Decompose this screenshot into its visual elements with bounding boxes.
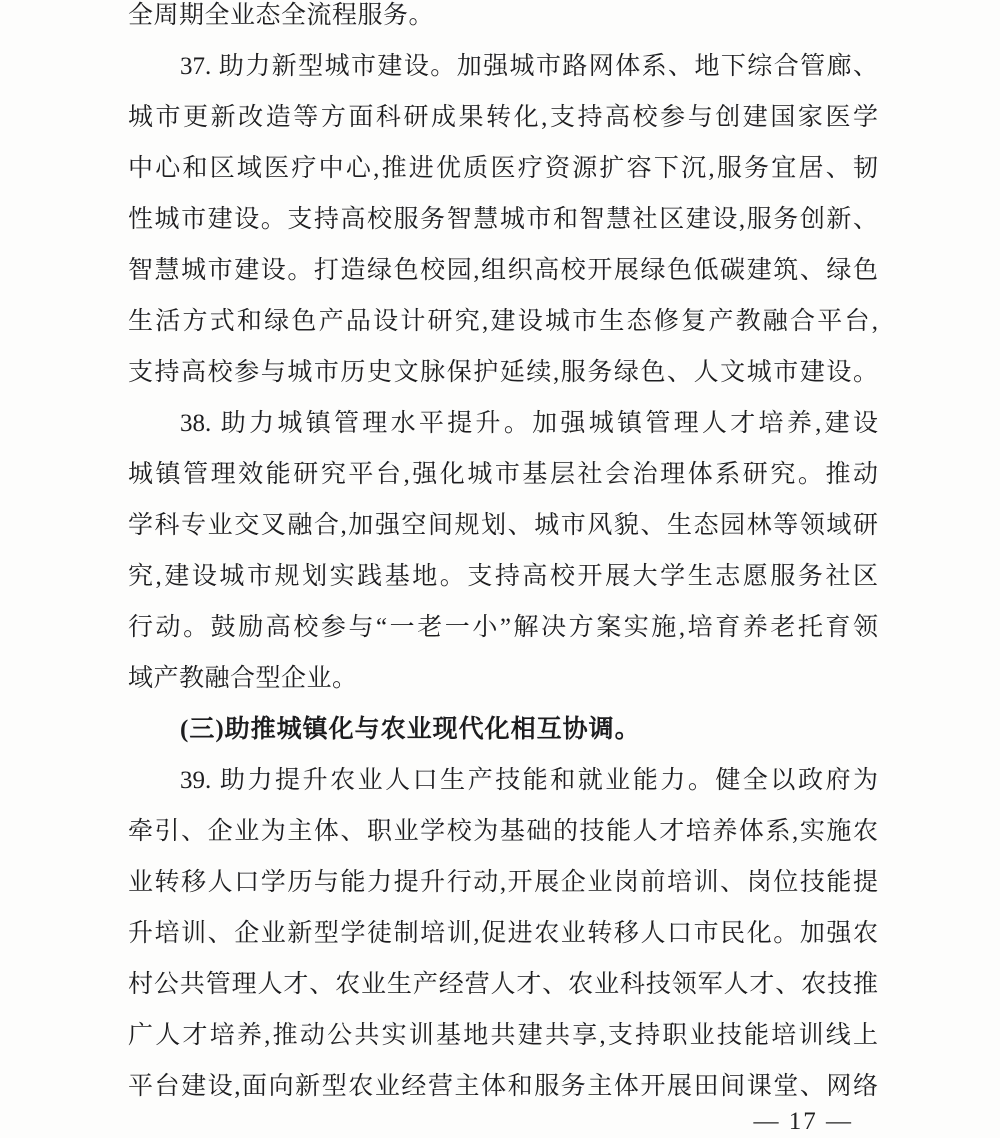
body-line: 生活方式和绿色产品设计研究,建设城市生态修复产教融合平台,: [128, 308, 878, 335]
body-line: 中心和区域医疗中心,推进优质医疗资源扩容下沉,服务宜居、韧: [128, 155, 878, 182]
body-line: 业转移人口学历与能力提升行动,开展企业岗前培训、岗位技能提: [128, 869, 878, 896]
body-line: 村公共管理人才、农业生产经营人才、农业科技领军人才、农技推: [128, 971, 878, 998]
body-line: 性城市建设。支持高校服务智慧城市和智慧社区建设,服务创新、: [128, 206, 878, 233]
body-line: 牵引、企业为主体、职业学校为基础的技能人才培养体系,实施农: [128, 818, 878, 845]
paragraph-38-first-line: 38. 助力城镇管理水平提升。加强城镇管理人才培养,建设: [180, 410, 878, 437]
paragraph-39-first-line: 39. 助力提升农业人口生产技能和就业能力。健全以政府为: [180, 767, 878, 794]
paragraph-37-first-line: 37. 助力新型城市建设。加强城市路网体系、地下综合管廊、: [180, 53, 878, 80]
page-number: — 17 —: [753, 1108, 853, 1135]
body-line: 城镇管理效能研究平台,强化城市基层社会治理体系研究。推动: [128, 461, 878, 488]
body-line: 城市更新改造等方面科研成果转化,支持高校参与创建国家医学: [128, 104, 878, 131]
document-text-block: [128, 0, 878, 1112]
section-heading-three: (三)助推城镇化与农业现代化相互协调。: [180, 716, 641, 743]
body-line: 行动。鼓励高校参与“一老一小”解决方案实施,培育养老托育领: [128, 614, 878, 641]
body-line: 究,建设城市规划实践基地。支持高校开展大学生志愿服务社区: [128, 563, 878, 590]
body-line-continuation: 全周期全业态全流程服务。: [128, 2, 435, 29]
body-line: 平台建设,面向新型农业经营主体和服务主体开展田间课堂、网络: [128, 1073, 878, 1100]
paragraph-37-last-line: 支持高校参与城市历史文脉保护延续,服务绿色、人文城市建设。: [128, 359, 878, 386]
paragraph-38-last-line: 域产教融合型企业。: [128, 665, 358, 692]
body-line: 广人才培养,推动公共实训基地共建共享,支持职业技能培训线上: [128, 1022, 878, 1049]
body-line: 智慧城市建设。打造绿色校园,组织高校开展绿色低碳建筑、绿色: [128, 257, 878, 284]
body-line: 升培训、企业新型学徒制培训,促进农业转移人口市民化。加强农: [128, 920, 878, 947]
body-line: 学科专业交叉融合,加强空间规划、城市风貌、生态园林等领域研: [128, 512, 878, 539]
